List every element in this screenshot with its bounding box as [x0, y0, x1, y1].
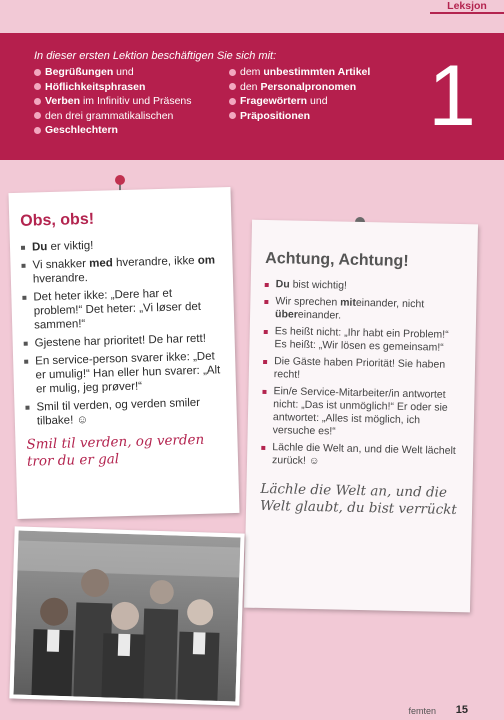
top-strip [0, 0, 504, 30]
banner-item: dem unbestimmten Artikel [229, 65, 409, 80]
banner-list-right [229, 65, 409, 123]
card-title: Achtung, Achtung! [265, 249, 409, 270]
banner-list-left [34, 65, 229, 138]
card-title: Obs, obs! [20, 210, 95, 230]
list-item: Du bist wichtig! [265, 278, 465, 295]
lesson-banner [0, 33, 504, 160]
list-item: Vi snakker med hverandre, ikke om hverandre. [21, 253, 223, 287]
staff-photo-illustration [13, 531, 240, 702]
list-item: Det heter ikke: „Dere har et problem!“ Det heter: „Vi løser det sammen!“ [22, 285, 224, 333]
list-item: Du er viktig! [21, 235, 222, 255]
banner-item-continued: Höflichkeitsphrasen [34, 80, 229, 95]
card-slogan: Lächle die Welt an, und die Welt glaubt, du bist verrückt [259, 480, 457, 519]
banner-item-continued: Präpositionen [229, 109, 409, 124]
list-item: Wir sprechen miteinander, nicht übereinander. [264, 295, 465, 325]
banner-item: Fragewörtern und [229, 94, 409, 109]
section-label: Leksjon [430, 0, 504, 14]
banner-item: Begrüßungen und [34, 65, 229, 80]
banner-intro: In dieser ersten Lektion beschäftigen Sie sich mit: [34, 50, 277, 62]
note-card-german [244, 220, 478, 613]
pin-red-icon [115, 175, 125, 185]
card-list [21, 235, 227, 429]
page-number: 15 [455, 704, 468, 716]
note-card-norwegian [8, 187, 239, 519]
banner-item-continued: Geschlechtern [34, 123, 229, 138]
banner-item: den Personalpronomen [229, 80, 409, 95]
lesson-number: 1 [428, 48, 476, 144]
card-slogan: Smil til verden, og verden tror du er gal [26, 431, 205, 470]
banner-item: Verben im Infinitiv und Präsens [34, 94, 229, 109]
banner-item: den drei grammatikalischen [34, 109, 229, 124]
card-list [261, 278, 465, 471]
page-word: femten [408, 706, 436, 716]
list-item: Smil til verden, og verden smiler tilbake! ☺ [25, 395, 227, 429]
list-item: Gjestene har prioritet! De har rett! [24, 331, 225, 351]
list-item: Lächle die Welt an, und die Welt lächelt zurück! ☺ [261, 441, 462, 471]
list-item: Es heißt nicht: „Ihr habt ein Problem!“ Es heißt: „Wir lösen es gemeinsam!“ [263, 325, 464, 355]
list-item: En service-person svarer ikke: „Det er umulig!“ Han eller hun svarer: „Alt er mulig, jeg prøver!“ [24, 349, 226, 397]
list-item: Ein/e Service-Mitarbeiter/in antwortet nicht: „Das ist unmöglich!“ Er oder sie antwortet: „Alles ist möglich, ich versuche es!“ [262, 385, 463, 441]
list-item: Die Gäste haben Priorität! Sie haben recht! [263, 355, 464, 385]
staff-photo [9, 526, 244, 705]
